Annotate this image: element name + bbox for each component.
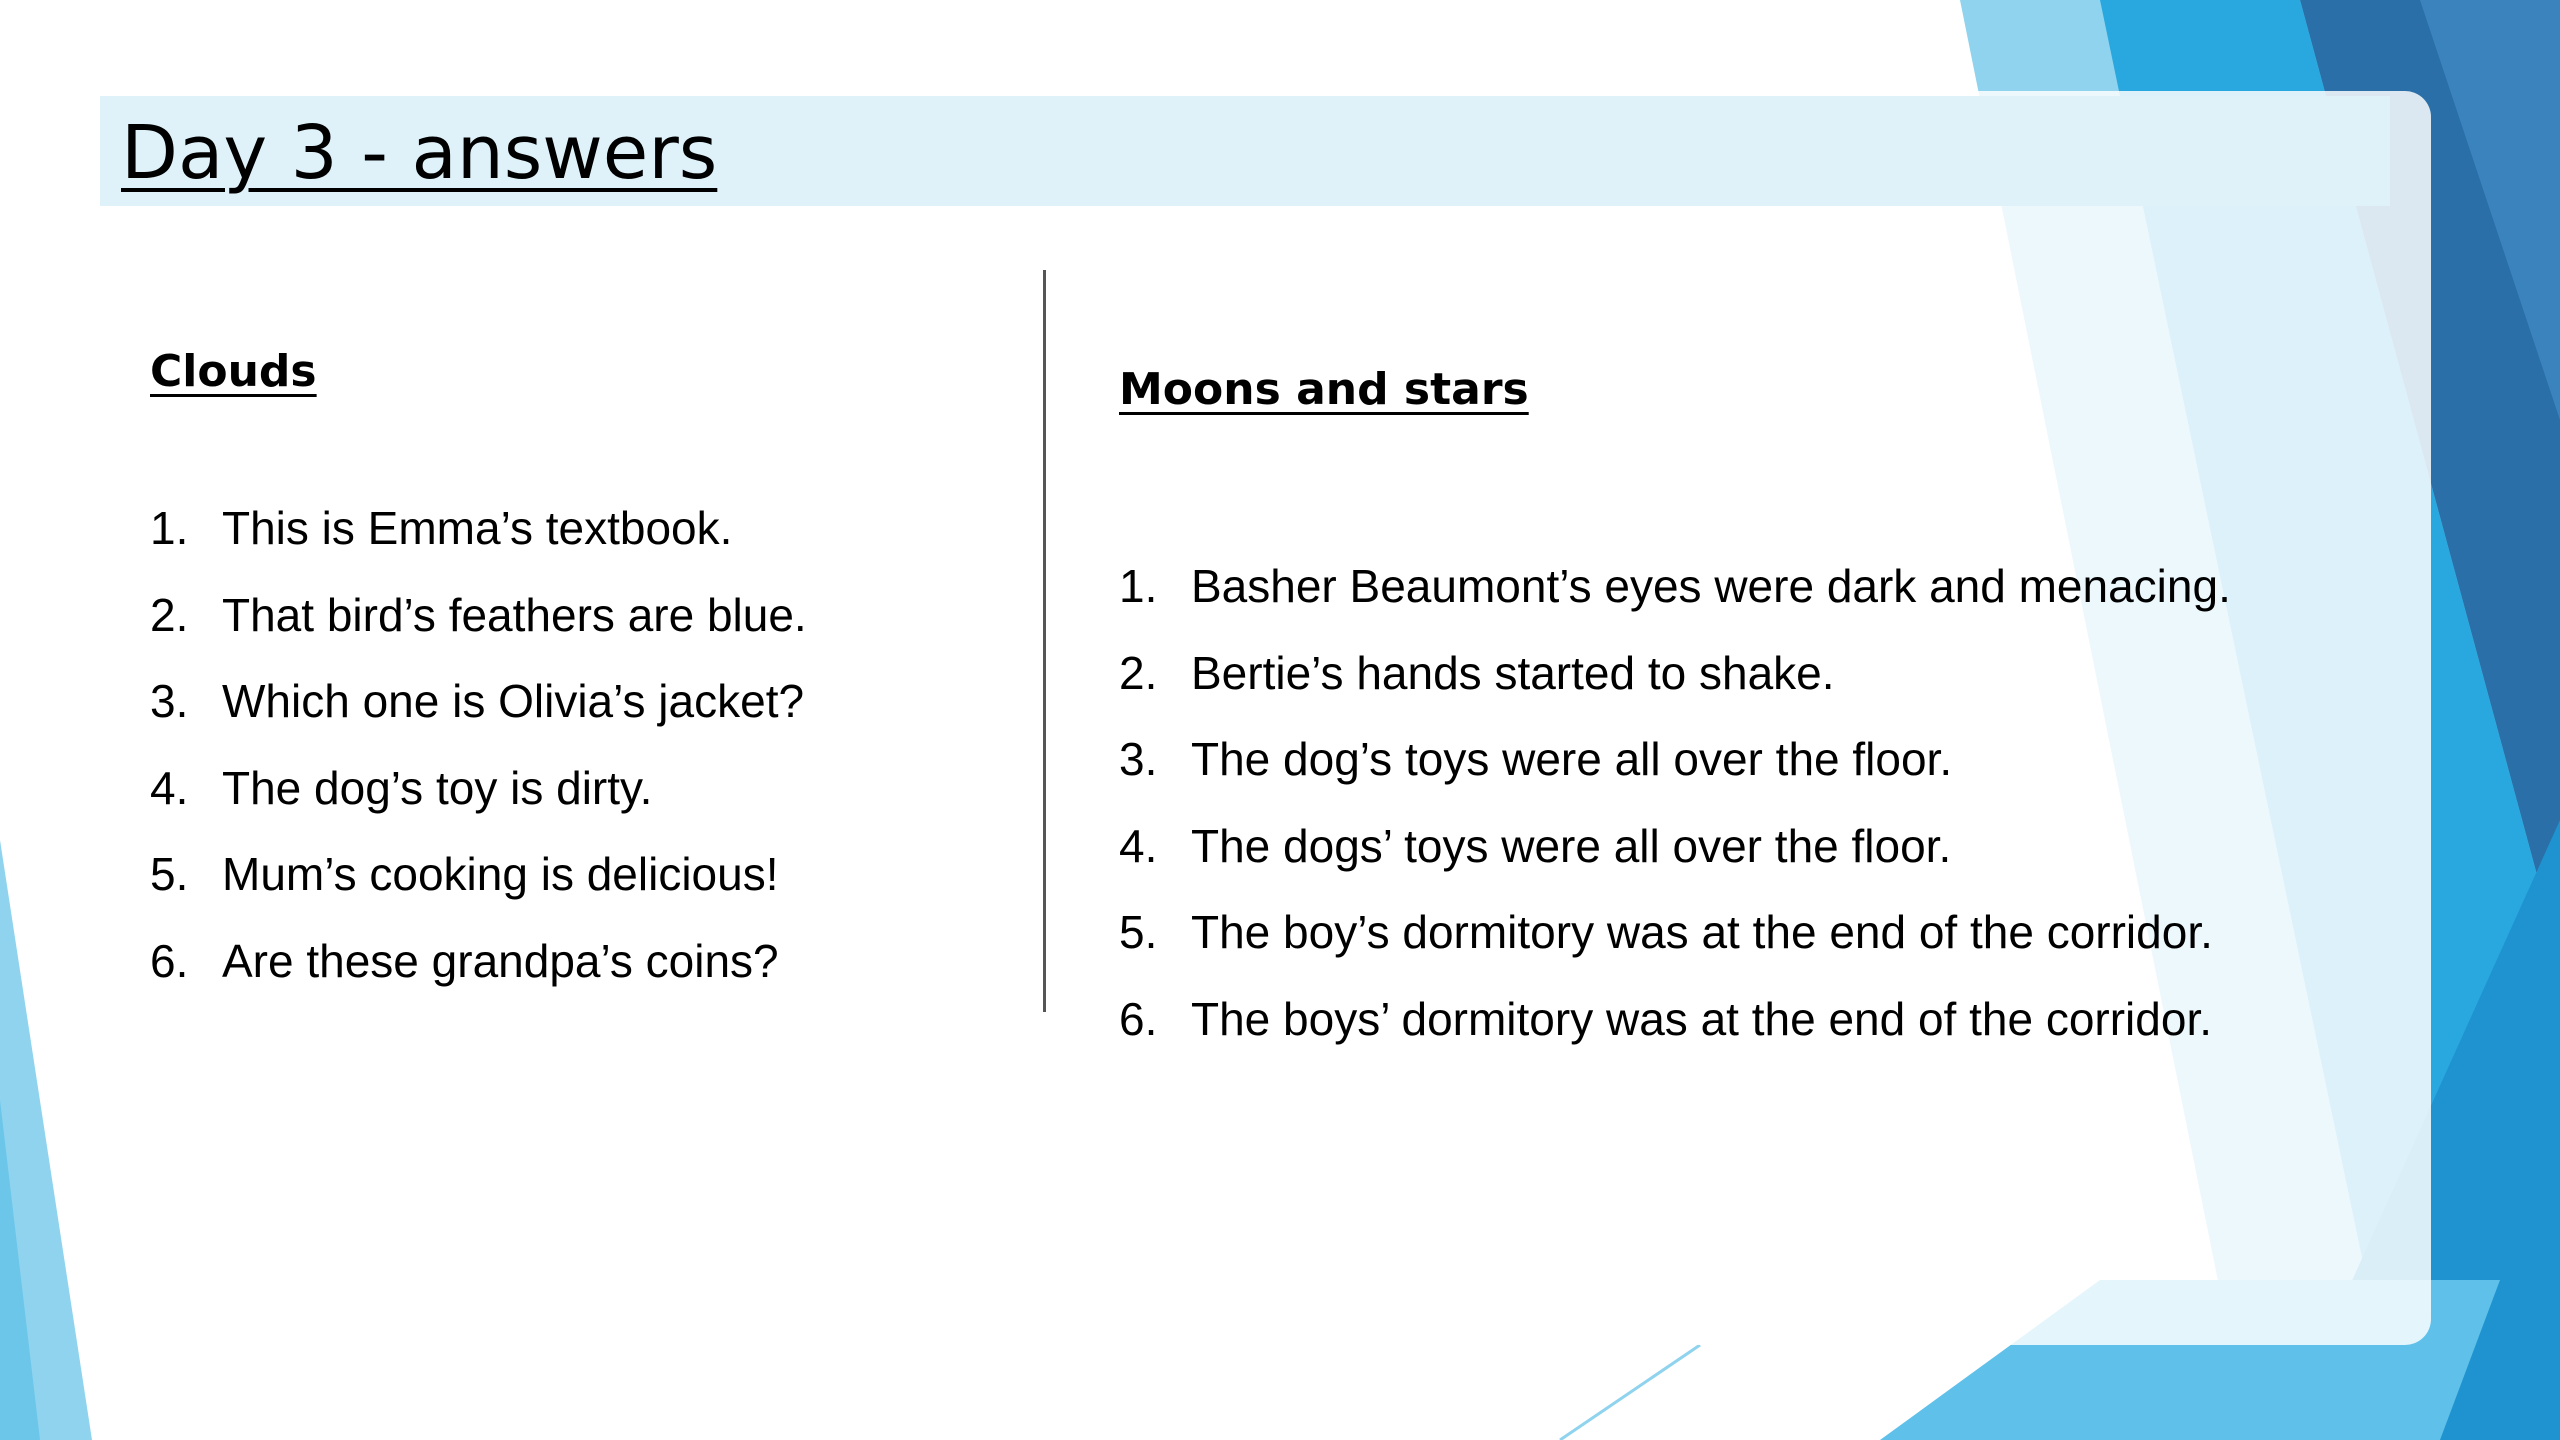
item-text: Bertie’s hands started to shake. <box>1191 646 1835 699</box>
item-text: That bird’s feathers are blue. <box>222 588 807 641</box>
item-text: The dogs’ toys were all over the floor. <box>1191 819 1952 872</box>
clouds-section <box>150 342 1030 1019</box>
item-number: 2. <box>150 588 189 641</box>
item-number: 6. <box>150 934 189 987</box>
item-number: 4. <box>150 761 189 814</box>
item-number: 5. <box>1119 906 1158 958</box>
answer-list-moons-and-stars <box>1119 558 2449 1077</box>
item-text: The boy’s dormitory was at the end of the corridor. <box>1191 906 2213 958</box>
item-text: Basher Beaumont’s eyes were dark and menacing. <box>1191 560 2231 612</box>
item-number: 2. <box>1119 646 1158 699</box>
answer-list-clouds <box>150 500 1030 1019</box>
slide-title: Day 3 - answers <box>121 110 718 196</box>
item-text: This is Emma’s textbook. <box>222 502 733 554</box>
list-item <box>1119 818 2449 905</box>
list-item <box>150 760 1030 847</box>
list-item <box>1119 904 2449 991</box>
section-heading-clouds: Clouds <box>150 346 317 397</box>
moons-and-stars-section <box>1119 360 2449 1077</box>
list-item <box>1119 991 2449 1078</box>
item-number: 3. <box>150 675 189 727</box>
list-item <box>150 500 1030 587</box>
item-text: Are these grandpa’s coins? <box>222 934 779 987</box>
item-number: 6. <box>1119 992 1158 1045</box>
list-item <box>1119 558 2449 645</box>
list-item <box>1119 645 2449 732</box>
list-item <box>150 846 1030 933</box>
list-item <box>150 933 1030 1020</box>
item-text: The boys’ dormitory was at the end of the corridor. <box>1191 992 2213 1045</box>
item-number: 1. <box>1119 560 1158 612</box>
list-item <box>150 673 1030 760</box>
section-heading-moons-and-stars: Moons and stars <box>1119 364 1529 415</box>
item-number: 3. <box>1119 733 1158 785</box>
item-text: The dog’s toy is dirty. <box>222 761 653 814</box>
item-text: Which one is Olivia’s jacket? <box>222 675 805 727</box>
item-number: 1. <box>150 502 189 554</box>
item-text: Mum’s cooking is delicious! <box>222 848 779 900</box>
item-text: The dog’s toys were all over the floor. <box>1191 733 1953 785</box>
item-number: 5. <box>150 848 189 900</box>
list-item <box>1119 731 2449 818</box>
list-item <box>150 587 1030 674</box>
column-divider <box>1043 270 1046 1012</box>
item-number: 4. <box>1119 819 1158 872</box>
